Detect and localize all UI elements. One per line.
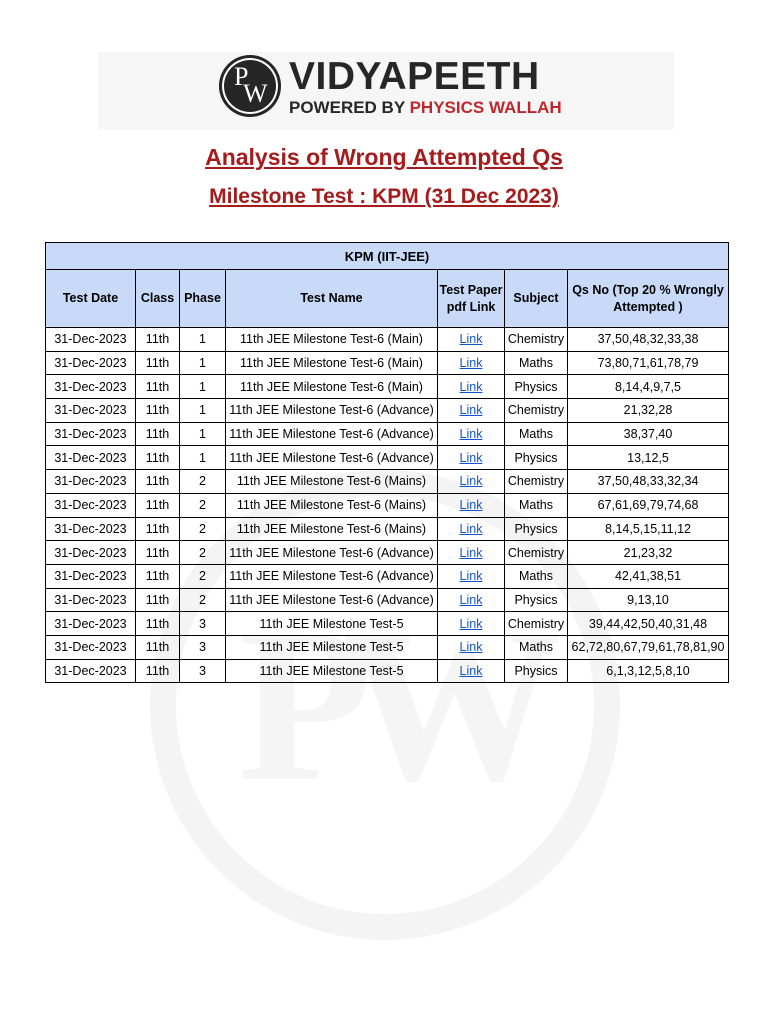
table-cell: 67,61,69,79,74,68 bbox=[568, 493, 729, 517]
table-cell: Chemistry bbox=[505, 470, 568, 494]
table-cell: 11th bbox=[136, 541, 180, 565]
table-cell: 2 bbox=[180, 541, 226, 565]
table-cell: 21,23,32 bbox=[568, 541, 729, 565]
table-cell: 11th JEE Milestone Test-6 (Advance) bbox=[226, 564, 438, 588]
table-cell bbox=[438, 517, 505, 541]
column-header: Test Name bbox=[226, 270, 438, 328]
table-cell: 11th JEE Milestone Test-6 (Mains) bbox=[226, 493, 438, 517]
table-cell bbox=[438, 470, 505, 494]
table-cell: 6,1,3,12,5,8,10 bbox=[568, 659, 729, 683]
table-cell: 31-Dec-2023 bbox=[46, 446, 136, 470]
table-cell: 11th JEE Milestone Test-6 (Advance) bbox=[226, 399, 438, 423]
table-cell: 1 bbox=[180, 328, 226, 352]
table-cell: 11th JEE Milestone Test-6 (Advance) bbox=[226, 541, 438, 565]
table-cell: 11th JEE Milestone Test-6 (Main) bbox=[226, 351, 438, 375]
table-cell: 11th JEE Milestone Test-6 (Main) bbox=[226, 328, 438, 352]
table-cell: 11th JEE Milestone Test-6 (Mains) bbox=[226, 517, 438, 541]
logo-letter-w: W bbox=[243, 79, 268, 108]
table-cell bbox=[438, 422, 505, 446]
table-cell bbox=[438, 612, 505, 636]
table-cell bbox=[438, 659, 505, 683]
table-cell: 31-Dec-2023 bbox=[46, 422, 136, 446]
brand-tagline bbox=[289, 98, 562, 118]
test-paper-link[interactable]: Link bbox=[459, 332, 483, 347]
table-cell: Chemistry bbox=[505, 541, 568, 565]
table-row bbox=[46, 493, 729, 517]
table-cell bbox=[438, 564, 505, 588]
table-cell: 11th bbox=[136, 659, 180, 683]
table-cell: 11th JEE Milestone Test-5 bbox=[226, 659, 438, 683]
table-cell: 31-Dec-2023 bbox=[46, 588, 136, 612]
table-cell: 3 bbox=[180, 659, 226, 683]
table-cell: 31-Dec-2023 bbox=[46, 564, 136, 588]
table-cell: Chemistry bbox=[505, 399, 568, 423]
table-cell: 31-Dec-2023 bbox=[46, 635, 136, 659]
table-cell: Chemistry bbox=[505, 612, 568, 636]
table-cell: 37,50,48,32,33,38 bbox=[568, 328, 729, 352]
table-cell: 9,13,10 bbox=[568, 588, 729, 612]
column-header: Test Date bbox=[46, 270, 136, 328]
table-cell: 31-Dec-2023 bbox=[46, 328, 136, 352]
table-cell: 38,37,40 bbox=[568, 422, 729, 446]
test-paper-link[interactable]: Link bbox=[459, 474, 483, 489]
tagline-prefix: POWERED BY bbox=[289, 98, 410, 117]
table-cell: 11th bbox=[136, 588, 180, 612]
table-cell: 11th bbox=[136, 635, 180, 659]
table-cell: Physics bbox=[505, 517, 568, 541]
table-cell: Maths bbox=[505, 351, 568, 375]
table-cell: Maths bbox=[505, 493, 568, 517]
table-cell: Chemistry bbox=[505, 328, 568, 352]
table-cell: 1 bbox=[180, 399, 226, 423]
test-paper-link[interactable]: Link bbox=[459, 592, 483, 607]
table-cell: 31-Dec-2023 bbox=[46, 493, 136, 517]
table-cell: 11th bbox=[136, 328, 180, 352]
table-row bbox=[46, 470, 729, 494]
table-cell: 1 bbox=[180, 351, 226, 375]
table-cell: 1 bbox=[180, 375, 226, 399]
table-cell: 11th JEE Milestone Test-6 (Advance) bbox=[226, 446, 438, 470]
test-paper-link[interactable]: Link bbox=[459, 379, 483, 394]
table-cell: 39,44,42,50,40,31,48 bbox=[568, 612, 729, 636]
table-row bbox=[46, 612, 729, 636]
table-row bbox=[46, 517, 729, 541]
table-cell: 31-Dec-2023 bbox=[46, 517, 136, 541]
table-cell: Physics bbox=[505, 588, 568, 612]
table-cell: 8,14,5,15,11,12 bbox=[568, 517, 729, 541]
table-cell: 11th JEE Milestone Test-5 bbox=[226, 612, 438, 636]
table-cell: 11th JEE Milestone Test-6 (Mains) bbox=[226, 470, 438, 494]
logo-letter-p: P bbox=[234, 62, 249, 91]
table-cell bbox=[438, 351, 505, 375]
test-paper-link[interactable]: Link bbox=[459, 498, 483, 513]
header-banner bbox=[98, 52, 674, 130]
table-cell: 8,14,4,9,7,5 bbox=[568, 375, 729, 399]
table-cell: Maths bbox=[505, 564, 568, 588]
table-row bbox=[46, 588, 729, 612]
table-cell: 11th bbox=[136, 351, 180, 375]
table-cell: 42,41,38,51 bbox=[568, 564, 729, 588]
brand-name: VIDYAPEETH bbox=[289, 55, 540, 98]
table-cell: Maths bbox=[505, 635, 568, 659]
table-cell: 11th JEE Milestone Test-6 (Advance) bbox=[226, 422, 438, 446]
table-cell: 62,72,80,67,79,61,78,81,90 bbox=[568, 635, 729, 659]
table-row bbox=[46, 328, 729, 352]
table-cell: 2 bbox=[180, 564, 226, 588]
table-cell: 11th JEE Milestone Test-5 bbox=[226, 635, 438, 659]
table-cell: 11th bbox=[136, 470, 180, 494]
table-cell: 2 bbox=[180, 517, 226, 541]
table-cell bbox=[438, 588, 505, 612]
table-cell bbox=[438, 328, 505, 352]
table-cell bbox=[438, 446, 505, 470]
table-cell: 3 bbox=[180, 635, 226, 659]
table-cell: 11th JEE Milestone Test-6 (Main) bbox=[226, 375, 438, 399]
column-header: Qs No (Top 20 % Wrongly Attempted ) bbox=[568, 270, 729, 328]
test-paper-link[interactable]: Link bbox=[459, 545, 483, 560]
table-row bbox=[46, 564, 729, 588]
table-cell: 11th bbox=[136, 446, 180, 470]
table-row bbox=[46, 635, 729, 659]
table-row bbox=[46, 351, 729, 375]
table-cell: 2 bbox=[180, 470, 226, 494]
test-paper-link[interactable]: Link bbox=[459, 427, 483, 442]
table-row bbox=[46, 659, 729, 683]
table-cell: 1 bbox=[180, 446, 226, 470]
column-header: Class bbox=[136, 270, 180, 328]
page-title: Analysis of Wrong Attempted Qs bbox=[205, 144, 563, 170]
table-cell: 11th bbox=[136, 564, 180, 588]
table-row bbox=[46, 422, 729, 446]
table-row bbox=[46, 446, 729, 470]
table-cell bbox=[438, 399, 505, 423]
table-cell: 11th bbox=[136, 612, 180, 636]
results-table bbox=[45, 242, 729, 683]
table-cell bbox=[438, 541, 505, 565]
table-cell: Physics bbox=[505, 446, 568, 470]
table-row bbox=[46, 541, 729, 565]
table-cell: Physics bbox=[505, 375, 568, 399]
table-cell: 2 bbox=[180, 493, 226, 517]
column-header: Phase bbox=[180, 270, 226, 328]
test-paper-link[interactable]: Link bbox=[459, 521, 483, 536]
table-group-header: KPM (IIT-JEE) bbox=[46, 243, 729, 270]
table-cell: 11th JEE Milestone Test-6 (Advance) bbox=[226, 588, 438, 612]
table-cell: 11th bbox=[136, 375, 180, 399]
table-cell bbox=[438, 375, 505, 399]
column-header: Subject bbox=[505, 270, 568, 328]
table-body bbox=[46, 328, 729, 683]
table-cell: 31-Dec-2023 bbox=[46, 375, 136, 399]
table-cell: Physics bbox=[505, 659, 568, 683]
table-cell: 31-Dec-2023 bbox=[46, 659, 136, 683]
test-paper-link[interactable]: Link bbox=[459, 640, 483, 655]
table-row bbox=[46, 399, 729, 423]
table-cell: 31-Dec-2023 bbox=[46, 612, 136, 636]
table-cell: Maths bbox=[505, 422, 568, 446]
table-cell: 13,12,5 bbox=[568, 446, 729, 470]
table-cell: 11th bbox=[136, 422, 180, 446]
pw-logo-icon bbox=[219, 55, 281, 117]
table-cell: 1 bbox=[180, 422, 226, 446]
test-paper-link[interactable]: Link bbox=[459, 663, 483, 678]
page-subtitle: Milestone Test : KPM (31 Dec 2023) bbox=[209, 185, 559, 208]
table-cell: 21,32,28 bbox=[568, 399, 729, 423]
test-paper-link[interactable]: Link bbox=[459, 403, 483, 418]
table-cell: 11th bbox=[136, 399, 180, 423]
table-cell: 3 bbox=[180, 612, 226, 636]
table-header-row bbox=[46, 270, 729, 328]
table-cell: 31-Dec-2023 bbox=[46, 541, 136, 565]
test-paper-link[interactable]: Link bbox=[459, 616, 483, 631]
table-cell bbox=[438, 493, 505, 517]
table-cell: 31-Dec-2023 bbox=[46, 399, 136, 423]
table-cell: 37,50,48,33,32,34 bbox=[568, 470, 729, 494]
test-paper-link[interactable]: Link bbox=[459, 450, 483, 465]
table-cell bbox=[438, 635, 505, 659]
table-cell: 11th bbox=[136, 517, 180, 541]
table-cell: 73,80,71,61,78,79 bbox=[568, 351, 729, 375]
table-cell: 31-Dec-2023 bbox=[46, 351, 136, 375]
table-row bbox=[46, 375, 729, 399]
table-cell: 2 bbox=[180, 588, 226, 612]
table-cell: 31-Dec-2023 bbox=[46, 470, 136, 494]
tagline-accent: PHYSICS WALLAH bbox=[409, 98, 562, 117]
column-header: Test Paper pdf Link bbox=[438, 270, 505, 328]
test-paper-link[interactable]: Link bbox=[459, 569, 483, 584]
test-paper-link[interactable]: Link bbox=[459, 356, 483, 371]
table-cell: 11th bbox=[136, 493, 180, 517]
